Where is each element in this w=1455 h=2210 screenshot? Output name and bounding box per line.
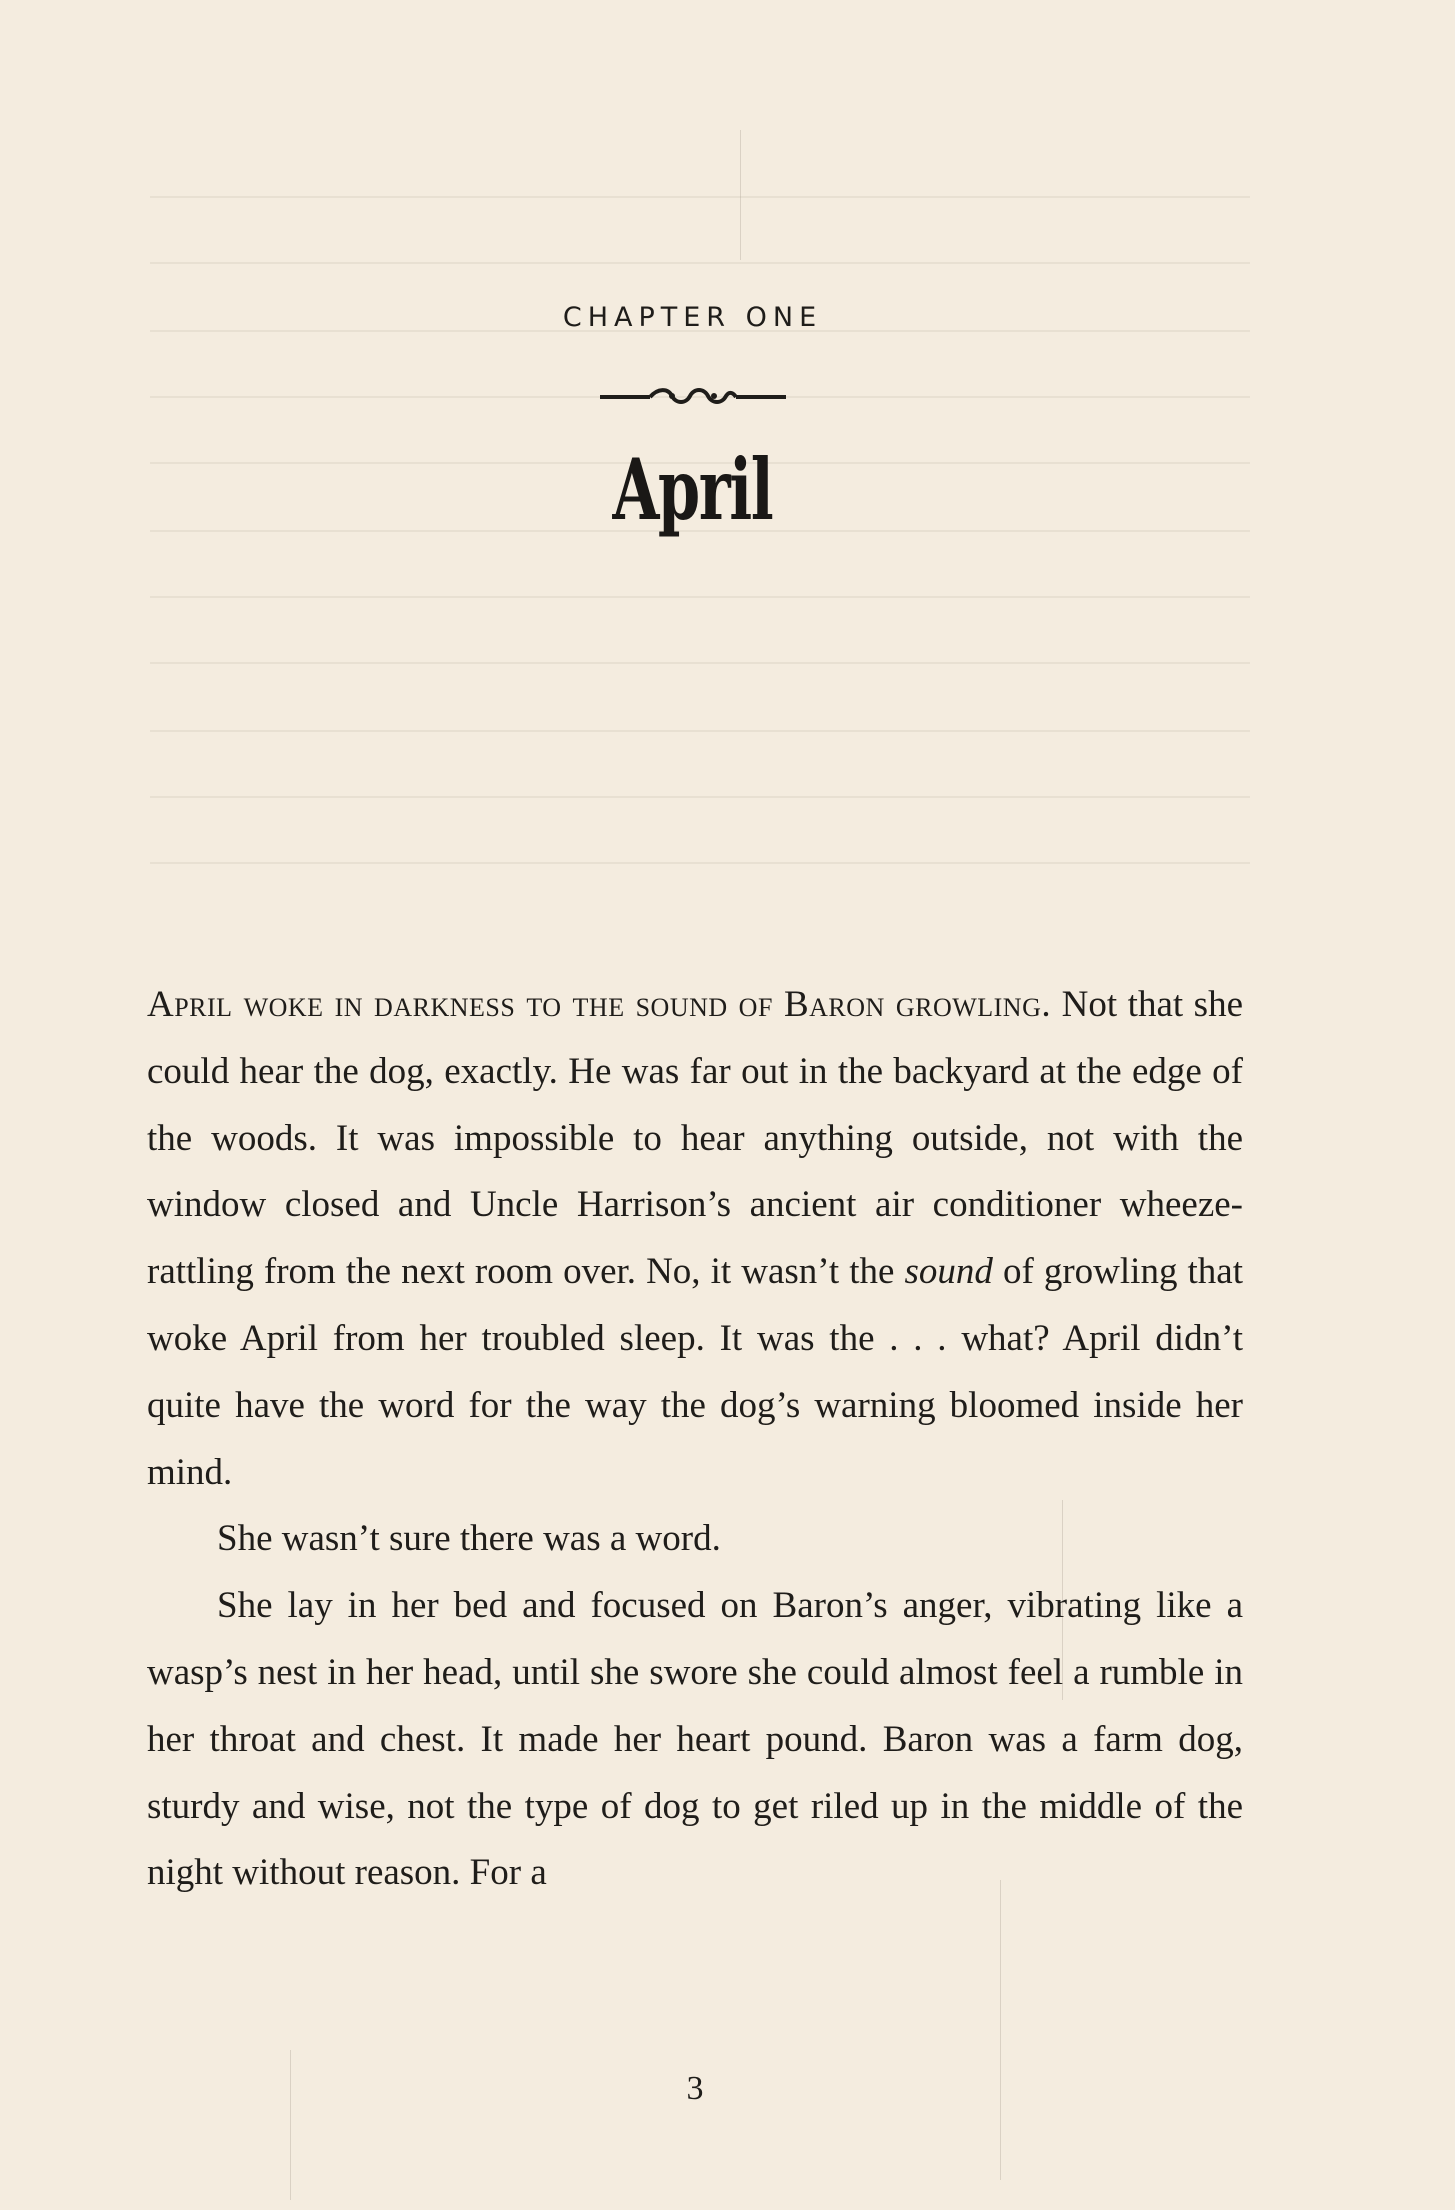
chapter-body-text (147, 972, 1243, 1907)
opening-small-caps: April woke in darkness to the sound of Baron growling. (147, 984, 1052, 1025)
bleed-through-line (150, 596, 1250, 598)
bleed-through-line (150, 796, 1250, 798)
paragraph-text: Not that she could hear the dog, exactly. He was far out in the backyard at the edge of the woods. It was impossible to hear anything outside, not with the window closed and Uncle Harrison’s ancient air conditioner wheeze-rattling from the next room over. No, it wasn’t the (147, 984, 1243, 1293)
bleed-through-line (150, 262, 1250, 264)
chapter-title: April (612, 440, 773, 539)
paper-crease (740, 130, 741, 260)
paper-crease (1000, 1880, 1001, 2180)
bleed-through-line (150, 730, 1250, 732)
chapter-label: CHAPTER ONE (562, 302, 823, 333)
bleed-through-line (150, 862, 1250, 864)
paragraph: She lay in her bed and focused on Baron’s anger, vibrating like a wasp’s nest in her head, until she swore she could almost feel a rumble in her throat and chest. It made her heart pound. Baron was a farm dog, sturdy and wise, not the type of dog to get riled up in the middle of the night without reason. For a (147, 1585, 1243, 1894)
paragraph: She wasn’t sure there was a word. (217, 1518, 721, 1560)
paragraph (147, 972, 1243, 1506)
bleed-through-line (150, 662, 1250, 664)
paragraph-text: of growling that woke April from her troubled sleep. It was the . . . what? April didn’t quite have the word for the way the dog’s warning bloomed inside her mind. (147, 1251, 1243, 1493)
page-number: 3 (686, 2070, 704, 2107)
emphasized-word: sound (904, 1251, 993, 1293)
bleed-through-line (150, 196, 1250, 198)
chapter-ornament-divider (598, 382, 788, 412)
